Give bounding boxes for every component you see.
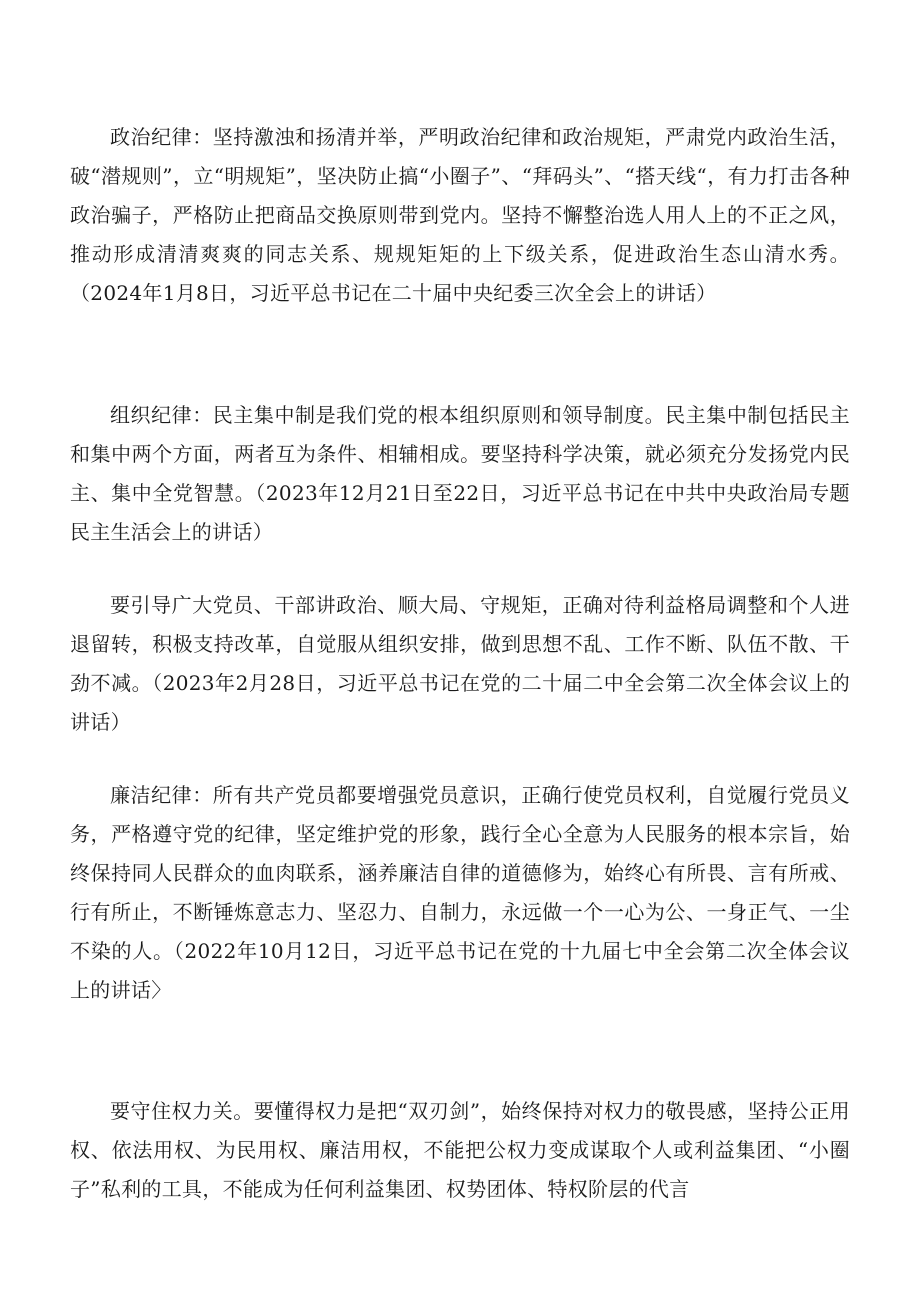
paragraph-power-gate: 要守住权力关。要懂得权力是把“双刃剑”，始终保持对权力的敬畏感，坚持公正用权、依法用权、为民用权、廉洁用权，不能把公权力变成谋取个人或利益集团、“小圈子”私利的工具，不能成为任何利益集团、权势团体、特权阶层的代言 bbox=[70, 1099, 850, 1201]
paragraph-guide-party-members: 要引导广大党员、干部讲政治、顺大局、守规矩，正确对待利益格局调整和个人进退留转，积极支持改革，自觉服从组织安排，做到思想不乱、工作不断、队伍不散、干劲不减。（2023年2月28日，习近平总书记在党的二十届二中全会第二次全体会议上的讲话） bbox=[70, 593, 850, 734]
paragraph-integrity-discipline: 廉洁纪律：所有共产党员都要增强党员意识，正确行使党员权利，自觉履行党员义务，严格遵守党的纪律，坚定维护党的形象，践行全心全意为人民服务的根本宗旨，始终保持同人民群众的血肉联系，涵养廉洁自律的道德修为，始终心有所畏、言有所戒、行有所止，不断锤炼意志力、坚忍力、自制力，永远做一个一心为公、一身正气、一尘不染的人。（2022年10月12日，习近平总书记在党的十九届七中全会第二次全体会议上的讲话〉 bbox=[70, 783, 850, 1002]
paragraph-political-discipline: 政治纪律：坚持激浊和扬清并举，严明政治纪律和政治规矩，严肃党内政治生活，破“潜规则”，立“明规矩”，坚决防止搞“小圈子”、“拜码头”、“搭天线“，有力打击各种政治骗子，严格防止把商品交换原则带到党内。坚持不懈整治选人用人上的不正之风，推动形成清清爽爽的同志关系、规规矩矩的上下级关系，促进政治生态山清水秀。（2024年1月8日，习近平总书记在二十届中央纪委三次全会上的讲话） bbox=[70, 125, 850, 305]
paragraph-organizational-discipline: 组织纪律：民主集中制是我们党的根本组织原则和领导制度。民主集中制包括民主和集中两个方面，两者互为条件、相辅相成。要坚持科学决策，就必须充分发扬党内民主、集中全党智慧。（2023年12月21日至22日，习近平总书记在中共中央政治局专题民主生活会上的讲话） bbox=[70, 403, 850, 544]
